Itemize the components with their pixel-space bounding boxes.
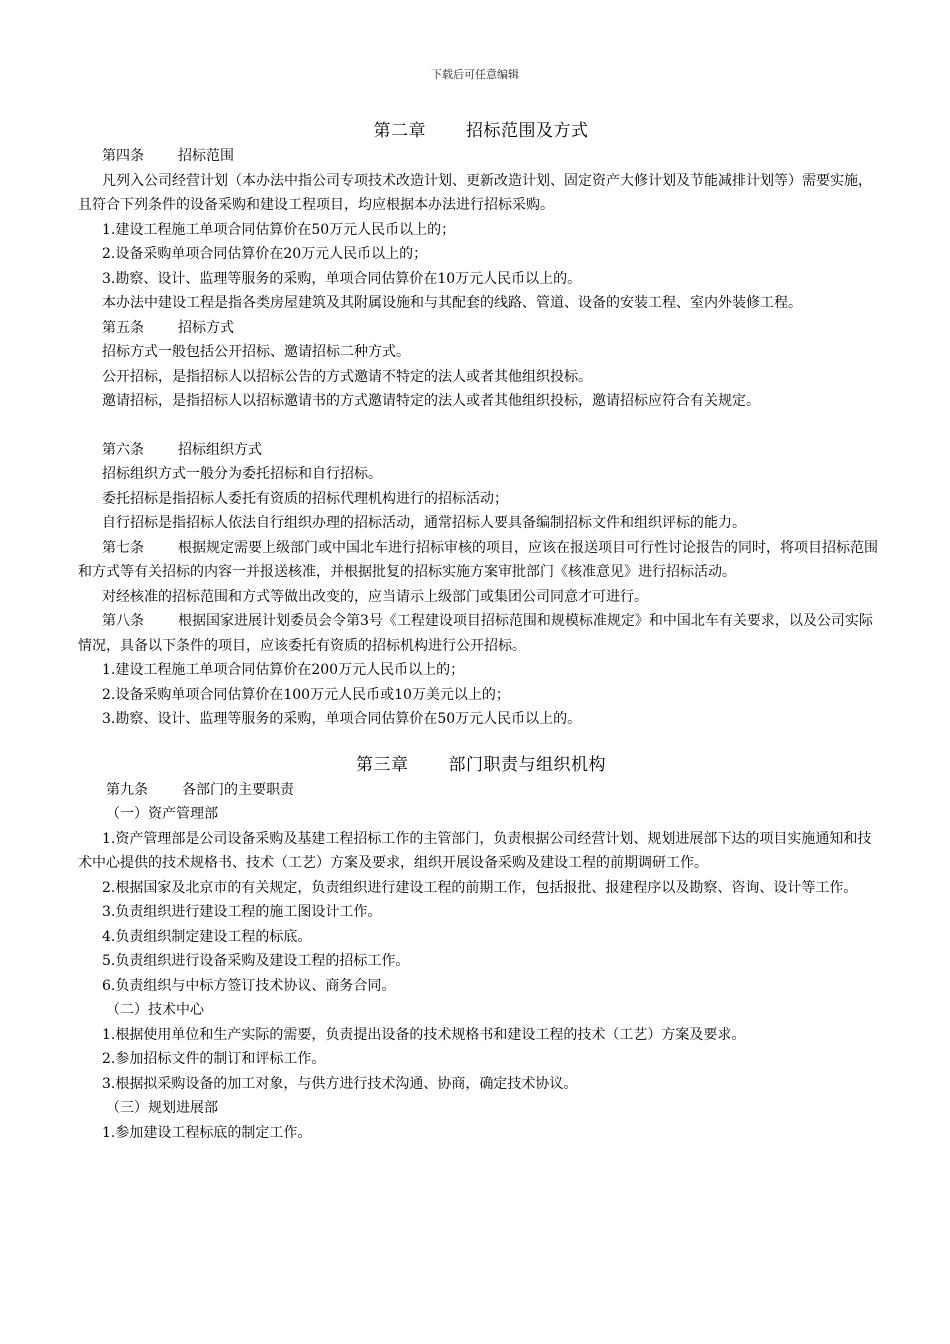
paragraph: 凡列入公司经营计划（本办法中指公司专项技术改造计划、更新改造计划、固定资产大修计划及节能减排计划等）需要实施，且符合下列条件的设备采购和建设工程项目，均应根据本办法进行招标采购。 [78,172,872,213]
list-item: 3.勘察、设计、监理等服务的采购，单项合同估算价在10万元人民币以上的。 [102,270,582,287]
chapter-title: 招标范围及方式 [466,121,589,141]
article-label: 第五条 [102,319,144,336]
article-title: 招标方式 [178,319,234,336]
article-paragraph [78,536,884,585]
article-label: 第七条 [102,539,144,556]
paragraph: 公开招标，是指招标人以招标公告的方式邀请不特定的法人或者其他组织投标。 [102,368,592,385]
chapter-heading [78,118,884,144]
list-item: 2.设备采购单项合同估算价在20万元人民币以上的； [102,246,428,262]
chapter-heading [78,752,884,778]
list-item: 1.建设工程施工单项合同估算价在50万元人民币以上的； [102,221,456,238]
paragraph: 对经核准的招标范围和方式等做出改变的，应当请示上级部门或集团公司同意才可进行。 [102,588,648,605]
article-heading [78,778,884,803]
article-label: 第六条 [102,441,144,458]
article-title: 招标组织方式 [178,441,262,458]
chapter-title: 部门职责与组织机构 [448,754,606,775]
article-text: 根据规定需要上级部门或中国北车进行招标审核的项目，应该在报送项目可行性讨论报告的同时，将项目招标范围和方式等有关招标的内容一并报送核准，并根据批复的招标实施方案审批部门《核准意见》进行招标活动。 [78,539,878,580]
article-title: 招标范围 [178,148,234,164]
page-header: 下载后可任意编辑 [431,68,519,81]
article-label: 第八条 [102,613,144,629]
list-item: 1.建设工程施工单项合同估算价在200万元人民币以上的； [102,662,465,678]
list-item: 3.根据拟采购设备的加工对象，与供方进行技术沟通、协商，确定技术协议。 [102,1075,578,1092]
list-item: 2.根据国家及北京市的有关规定，负责组织进行建设工程的前期工作，包括报批、报建程序以及勘察、咨询、设计等工作。 [102,879,858,896]
list-item: 2.设备采购单项合同估算价在100万元人民币或10万美元以上的； [102,686,510,703]
list-item: 3.勘察、设计、监理等服务的采购，单项合同估算价在50万元人民币以上的。 [102,711,582,727]
section-heading: （二）技术中心 [106,1002,204,1018]
article-label: 第四条 [102,148,144,164]
article-heading [78,438,884,463]
paragraph: 委托招标是指招标人委托有资质的招标代理机构进行的招标活动； [102,490,508,507]
list-item: 1.根据使用单位和生产实际的需要，负责提出设备的技术规格书和建设工程的技术（工艺）方案及要求。 [102,1026,746,1043]
article-heading [78,144,884,169]
paragraph: 邀请招标，是指招标人以招标邀请书的方式邀请特定的法人或者其他组织投标，邀请招标应符合有关规定。 [102,393,760,409]
list-item: 2.参加招标文件的制订和评标工作。 [102,1051,326,1067]
document-body [78,118,884,1145]
paragraph: 自行招标是指招标人依法自行组织办理的招标活动，通常招标人要具备编制招标文件和组织评标的能力。 [102,515,746,531]
section-heading: （一）资产管理部 [106,806,218,822]
chapter-number: 第二章 [373,121,426,141]
list-item: 5.负责组织进行设备采购及建设工程的招标工作。 [102,953,410,969]
section-heading: （三）规划进展部 [106,1100,218,1116]
list-item: 3.负责组织进行建设工程的施工图设计工作。 [102,904,382,920]
list-item: 1.参加建设工程标底的制定工作。 [102,1124,312,1141]
list-item: 1.资产管理部是公司设备采购及基建工程招标工作的主管部门，负责根据公司经营计划、规划进展部下达的项目实施通知和技术中心提供的技术规格书、技术（工艺）方案及要求，组织开展设备采购及建设工程的前期调研工作。 [78,830,872,871]
chapter-number: 第三章 [356,754,409,775]
paragraph: 招标组织方式一般分为委托招标和自行招标。 [102,466,382,482]
article-title: 各部门的主要职责 [182,781,294,798]
article-paragraph [78,609,884,658]
list-item: 4.负责组织制定建设工程的标底。 [102,928,312,945]
article-label: 第九条 [106,781,148,798]
paragraph: 本办法中建设工程是指各类房屋建筑及其附属设施和与其配套的线路、管道、设备的安装工程、室内外装修工程。 [102,295,802,311]
list-item: 6.负责组织与中标方签订技术协议、商务合同。 [102,977,396,994]
paragraph: 招标方式一般包括公开招标、邀请招标二种方式。 [102,344,410,360]
article-text: 根据国家进展计划委员会令第3号《工程建设项目招标范围和规模标准规定》和中国北车有关要求，以及公司实际情况，具备以下条件的项目，应该委托有资质的招标机构进行公开招标。 [78,613,873,654]
article-heading [78,316,884,341]
